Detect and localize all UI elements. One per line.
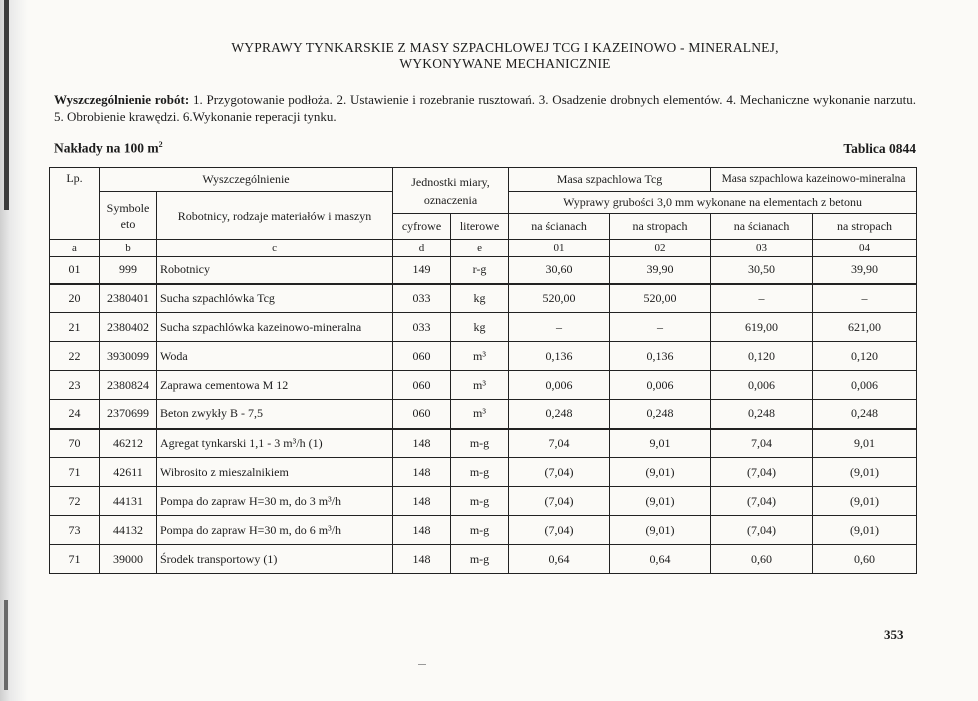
- col-letter: e: [451, 240, 509, 257]
- cell-sym: 2380401: [100, 284, 157, 313]
- cell-v1: 0,64: [509, 545, 610, 574]
- cell-v4: 0,60: [813, 545, 917, 574]
- cell-v1: 0,136: [509, 342, 610, 371]
- cell-name: Zaprawa cementowa M 12: [157, 371, 393, 400]
- cell-v4: (9,01): [813, 487, 917, 516]
- cell-v4: –: [813, 284, 917, 313]
- cell-v3: (7,04): [711, 458, 813, 487]
- col-letter: 02: [610, 240, 711, 257]
- cell-v1: –: [509, 313, 610, 342]
- cell-lit: kg: [451, 313, 509, 342]
- cell-sym: 46212: [100, 429, 157, 458]
- cell-lit: m-g: [451, 516, 509, 545]
- cell-name: Pompa do zapraw H=30 m, do 6 m³/h: [157, 516, 393, 545]
- cell-v1: 30,60: [509, 257, 610, 284]
- cell-cyf: 148: [393, 516, 451, 545]
- cell-v3: 0,120: [711, 342, 813, 371]
- cell-lp: 70: [50, 429, 100, 458]
- cell-v1: 7,04: [509, 429, 610, 458]
- cell-v2: 0,64: [610, 545, 711, 574]
- cell-lit: m-g: [451, 487, 509, 516]
- cell-lit: m-g: [451, 429, 509, 458]
- spine-dark-edge-lower: [4, 600, 8, 690]
- cell-v3: 0,006: [711, 371, 813, 400]
- header-wyprawy: Wyprawy grubości 3,0 mm wykonane na elementach z betonu: [509, 192, 917, 214]
- cell-v3: 7,04: [711, 429, 813, 458]
- header-na-stropach-kaz: na stropach: [813, 214, 917, 240]
- col-letter: d: [393, 240, 451, 257]
- header-masa-tcg: Masa szpachlowa Tcg: [509, 168, 711, 192]
- cell-v4: 0,248: [813, 400, 917, 429]
- works-description-text: 1. Przygotowanie podłoża. 2. Ustawienie i rozebranie rusztowań. 3. Osadzenie drobnych elementów. 4. Mechaniczne wykonanie narzutu. 5. Obrobienie krawędzi. 6.Wykonanie reperacji tynku.: [54, 92, 917, 124]
- cell-cyf: 148: [393, 458, 451, 487]
- header-symbole: Symbole eto: [100, 192, 157, 240]
- book-spine-shadow: [0, 0, 28, 701]
- page-number: 353: [884, 627, 904, 642]
- cell-v4: (9,01): [813, 458, 917, 487]
- table-row: [50, 313, 917, 342]
- cell-sym: 2380824: [100, 371, 157, 400]
- cell-v4: (9,01): [813, 516, 917, 545]
- header-na-scianach-kaz: na ścianach: [711, 214, 813, 240]
- inputs-heading-text: Nakłady na 100 m: [54, 140, 159, 156]
- cell-name: Robotnicy: [157, 257, 393, 284]
- cell-v3: 0,60: [711, 545, 813, 574]
- column-letters-row: [50, 240, 917, 257]
- header-lp: Lp.: [50, 168, 100, 240]
- table-row: [50, 342, 917, 371]
- cell-lit: m-g: [451, 458, 509, 487]
- cell-v4: 9,01: [813, 429, 917, 458]
- inputs-heading: [54, 140, 163, 157]
- cell-sym: 42611: [100, 458, 157, 487]
- cell-name: Sucha szpachlówka Tcg: [157, 284, 393, 313]
- cell-v4: 39,90: [813, 257, 917, 284]
- col-letter: 03: [711, 240, 813, 257]
- cell-name: Agregat tynkarski 1,1 - 3 m³/h (1): [157, 429, 393, 458]
- cell-name: Sucha szpachlówka kazeinowo-mineralna: [157, 313, 393, 342]
- cell-v1: 0,248: [509, 400, 610, 429]
- cell-v2: (9,01): [610, 487, 711, 516]
- cell-cyf: 033: [393, 313, 451, 342]
- cell-cyf: 148: [393, 429, 451, 458]
- cell-sym: 2370699: [100, 400, 157, 429]
- cell-lit: m³: [451, 400, 509, 429]
- cell-lit: kg: [451, 284, 509, 313]
- cell-sym: 39000: [100, 545, 157, 574]
- spine-dark-edge: [4, 0, 9, 210]
- table-row: [50, 458, 917, 487]
- cell-v2: 0,136: [610, 342, 711, 371]
- cell-lp: 71: [50, 545, 100, 574]
- header-na-scianach-tcg: na ścianach: [509, 214, 610, 240]
- norms-table: [49, 167, 917, 574]
- table-row: [50, 429, 917, 458]
- cell-v2: 39,90: [610, 257, 711, 284]
- cell-v3: 30,50: [711, 257, 813, 284]
- cell-sym: 3930099: [100, 342, 157, 371]
- header-literowe: literowe: [451, 214, 509, 240]
- col-letter: 04: [813, 240, 917, 257]
- cell-lp: 71: [50, 458, 100, 487]
- cell-sym: 999: [100, 257, 157, 284]
- cell-name: Pompa do zapraw H=30 m, do 3 m³/h: [157, 487, 393, 516]
- header-wyszczegolnienie: Wyszczególnienie: [100, 168, 393, 192]
- cell-cyf: 060: [393, 371, 451, 400]
- cell-cyf: 033: [393, 284, 451, 313]
- cell-v2: 520,00: [610, 284, 711, 313]
- table-row: [50, 284, 917, 313]
- table-row: [50, 400, 917, 429]
- cell-v2: –: [610, 313, 711, 342]
- cell-name: Wibrosito z mieszalnikiem: [157, 458, 393, 487]
- page-title-line-2: WYKONYWANE MECHANICZNIE: [399, 56, 611, 71]
- header-na-stropach-tcg: na stropach: [610, 214, 711, 240]
- cell-v4: 621,00: [813, 313, 917, 342]
- cell-cyf: 148: [393, 487, 451, 516]
- cell-v3: –: [711, 284, 813, 313]
- cell-cyf: 060: [393, 400, 451, 429]
- cell-sym: 44131: [100, 487, 157, 516]
- cell-name: Środek transportowy (1): [157, 545, 393, 574]
- table-row: [50, 371, 917, 400]
- page-title-line-1: WYPRAWY TYNKARSKIE Z MASY SZPACHLOWEJ TCG I KAZEINOWO - MINERALNEJ,: [231, 40, 779, 55]
- cell-v2: (9,01): [610, 516, 711, 545]
- cell-v2: (9,01): [610, 458, 711, 487]
- cell-v2: 0,248: [610, 400, 711, 429]
- cell-name: Beton zwykły B - 7,5: [157, 400, 393, 429]
- col-letter: b: [100, 240, 157, 257]
- scan-speck: [418, 664, 426, 665]
- table-row: [50, 487, 917, 516]
- cell-v3: (7,04): [711, 516, 813, 545]
- cell-name: Woda: [157, 342, 393, 371]
- cell-lit: m-g: [451, 545, 509, 574]
- cell-v3: (7,04): [711, 487, 813, 516]
- cell-v3: 0,248: [711, 400, 813, 429]
- header-masa-kazeinowa: Masa szpachlowa kazeinowo-mineralna: [711, 168, 917, 192]
- cell-cyf: 149: [393, 257, 451, 284]
- cell-v1: 0,006: [509, 371, 610, 400]
- cell-lp: 20: [50, 284, 100, 313]
- cell-lit: m³: [451, 371, 509, 400]
- cell-cyf: 148: [393, 545, 451, 574]
- cell-lp: 72: [50, 487, 100, 516]
- cell-sym: 44132: [100, 516, 157, 545]
- works-description-label: Wyszczególnienie robót:: [54, 92, 190, 107]
- header-robotnicy: Robotnicy, rodzaje materiałów i maszyn: [157, 192, 393, 240]
- cell-v4: 0,006: [813, 371, 917, 400]
- table-row: [50, 516, 917, 545]
- cell-cyf: 060: [393, 342, 451, 371]
- cell-lp: 21: [50, 313, 100, 342]
- cell-lp: 23: [50, 371, 100, 400]
- cell-v1: 520,00: [509, 284, 610, 313]
- cell-v1: (7,04): [509, 487, 610, 516]
- table-row: [50, 257, 917, 284]
- header-jednostki: Jednostki miary, oznaczenia: [393, 168, 509, 214]
- cell-sym: 2380402: [100, 313, 157, 342]
- works-description: [54, 91, 916, 125]
- col-letter: 01: [509, 240, 610, 257]
- table-number: Tablica 0844: [843, 141, 916, 156]
- cell-v1: (7,04): [509, 516, 610, 545]
- cell-lp: 22: [50, 342, 100, 371]
- cell-v1: (7,04): [509, 458, 610, 487]
- header-cyfrowe: cyfrowe: [393, 214, 451, 240]
- col-letter: c: [157, 240, 393, 257]
- cell-v2: 9,01: [610, 429, 711, 458]
- cell-v2: 0,006: [610, 371, 711, 400]
- col-letter: a: [50, 240, 100, 257]
- inputs-heading-sup: 2: [158, 140, 163, 149]
- cell-lp: 01: [50, 257, 100, 284]
- cell-lp: 24: [50, 400, 100, 429]
- cell-lit: r-g: [451, 257, 509, 284]
- cell-lp: 73: [50, 516, 100, 545]
- table-row: [50, 545, 917, 574]
- cell-v4: 0,120: [813, 342, 917, 371]
- cell-v3: 619,00: [711, 313, 813, 342]
- cell-lit: m³: [451, 342, 509, 371]
